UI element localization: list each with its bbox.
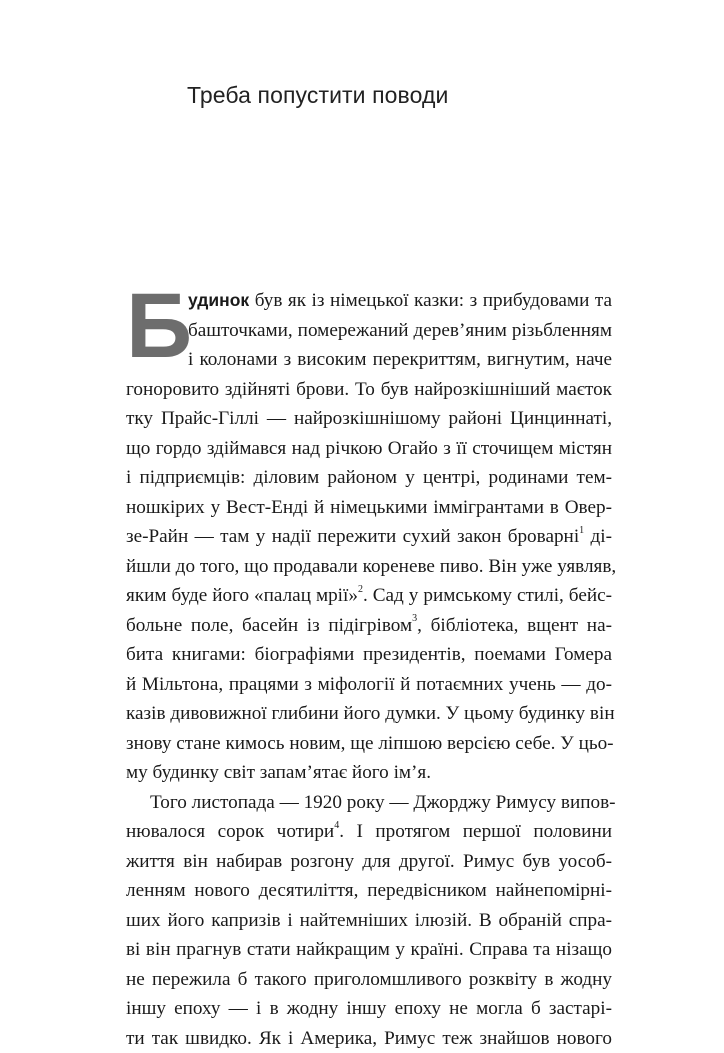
text-line: башточками, помережаний дерев’яним різьбленням bbox=[126, 316, 612, 346]
footnote-mark: 1 bbox=[579, 525, 584, 536]
text-line: му будинку світ запам’ятає його ім’я. bbox=[126, 758, 612, 788]
text-line: ленням нового десятиліття, передвісником найнепомірні- bbox=[126, 876, 612, 906]
chapter-title: Треба попустити поводи bbox=[187, 82, 448, 109]
text-segment: нювалося сорок чотири bbox=[126, 821, 334, 842]
text-line: ших його капризів і найтемніших ілюзій. В обраній спра- bbox=[126, 906, 612, 936]
text-line: знову стане кимось новим, ще ліпшою версією себе. У цьо- bbox=[126, 729, 612, 759]
body-text bbox=[126, 286, 612, 1053]
text-segment: був як із німецької казки: з прибудовами та bbox=[249, 290, 612, 311]
text-segment: . І протягом першої половини bbox=[339, 821, 612, 842]
text-line: і підприємців: діловим районом у центрі, родинами тем- bbox=[126, 463, 612, 493]
text-line: життя він набирав розгону для другої. Римус був уособ- bbox=[126, 847, 612, 877]
text-line: казів дивовижної глибини його думки. У цьому будинку він bbox=[126, 699, 612, 729]
footnote-mark: 3 bbox=[412, 613, 417, 624]
text-segment: зе-Райн — там у надії пережити сухий закон броварні bbox=[126, 526, 579, 547]
text-line: ві він прагнув стати найкращим у країні. Справа та нізащо bbox=[126, 935, 612, 965]
lead-word: удинок bbox=[188, 290, 249, 310]
text-segment: больне поле, басейн із підігрівом bbox=[126, 615, 412, 636]
text-line: й Мільтона, працями з міфології й потаємних учень — до- bbox=[126, 670, 612, 700]
text-line: тку Прайс-Гіллі — найрозкішнішому районі Цинциннаті, bbox=[126, 404, 612, 434]
text-line bbox=[126, 817, 612, 847]
text-segment: . Сад у римському стилі, бейс- bbox=[363, 585, 612, 606]
text-segment: яким буде його «палац мрії» bbox=[126, 585, 358, 606]
text-line: ти так швидко. Як і Америка, Римус теж знайшов нового bbox=[126, 1024, 612, 1053]
text-line bbox=[126, 286, 612, 316]
text-line: іншу епоху — і в жодну іншу епоху не могла б застарі- bbox=[126, 994, 612, 1024]
text-line: гоноровито здійняті брови. То був найрозкішніший маєток bbox=[126, 375, 612, 405]
text-line: бита книгами: біографіями президентів, поемами Гомера bbox=[126, 640, 612, 670]
text-line: Того листопада — 1920 року — Джорджу Римусу випов- bbox=[126, 788, 612, 818]
text-line bbox=[126, 522, 612, 552]
text-line bbox=[126, 581, 612, 611]
text-line: ношкірих у Вест-Енді й німецькими іммігрантами в Овер- bbox=[126, 493, 612, 523]
text-line: що гордо здіймався над річкою Огайо з її сточищем містян bbox=[126, 434, 612, 464]
text-line: не пережила б такого приголомшливого розквіту в жодну bbox=[126, 965, 612, 995]
footnote-mark: 4 bbox=[334, 820, 339, 831]
text-segment: , бібліотека, вщент на- bbox=[417, 615, 612, 636]
text-segment: ді- bbox=[584, 526, 612, 547]
text-line bbox=[126, 611, 612, 641]
drop-cap: Б bbox=[126, 280, 192, 372]
text-line: йшли до того, що продавали кореневе пиво. Він уже уявляв, bbox=[126, 552, 612, 582]
footnote-mark: 2 bbox=[358, 584, 363, 595]
text-line: і колонами з високим перекриттям, вигнутим, наче bbox=[126, 345, 612, 375]
